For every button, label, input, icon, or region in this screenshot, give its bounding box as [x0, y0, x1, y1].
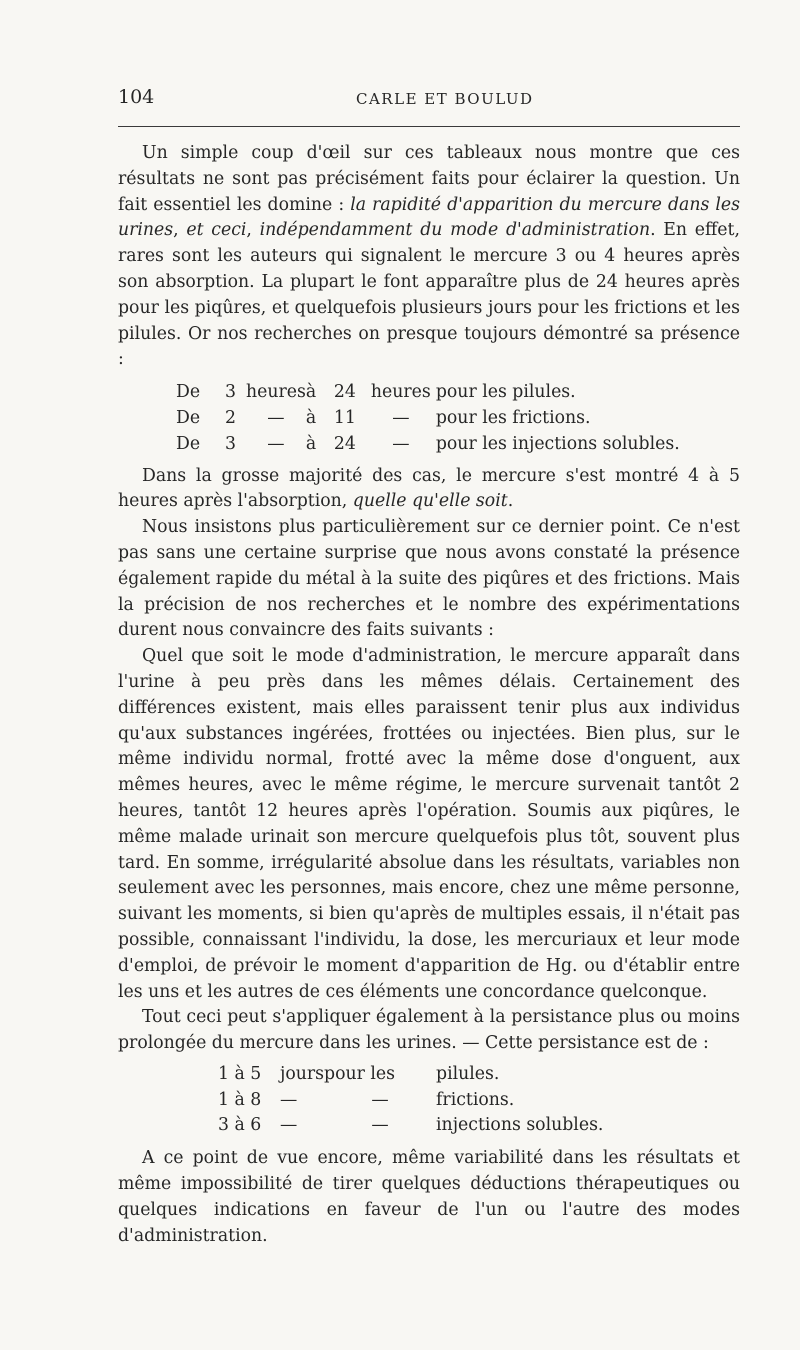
paragraph-2: [118, 464, 740, 516]
list-cell: —: [371, 1115, 389, 1136]
list-cell: 11: [333, 407, 356, 428]
paragraph-6: A ce point de vue encore, même variabilité dans les résultats et même impossibilité de tirer quelques déductions thérapeutiques ou quelques indications en faveur de l'un ou l'autre des modes d'administration.: [118, 1148, 740, 1246]
list-cell: —: [267, 407, 285, 428]
list-item: [218, 1088, 603, 1114]
text-run: . En effet, rares sont les auteurs qui signalent le mercure 3 ou 4 heures après son absorption. La plupart le font apparaître plus de 24 heures après pour les piqûres, et quelquefois plusieurs jours pour les frictions et les pilules. Or nos recherches on presque toujours démontré sa présence :: [118, 220, 740, 370]
text-run: Un simple coup d'œil sur ces tableaux nous montre que ces résultats ne sont pas précisément faits pour éclairer la question. Un fait essentiel les domine :: [118, 143, 740, 215]
emphasis: indépendamment du mode d'administration: [259, 220, 651, 241]
text-run: Dans la grosse majorité des cas, le mercure s'est montré 4 à 5 heures après l'absorption,: [118, 465, 740, 512]
list-cell: 1 à 8: [218, 1089, 262, 1110]
header-rule: [118, 126, 740, 127]
paragraph-1: [118, 141, 740, 373]
list-cell: 24: [333, 433, 356, 454]
emphasis: et ceci: [186, 220, 247, 241]
page-header: [118, 82, 740, 112]
emphasis: la rapidité d'apparition du mercure dans les urines: [118, 194, 740, 241]
list-cell: 1 à 5: [218, 1063, 262, 1084]
list-cell: 3 à 6: [218, 1115, 262, 1136]
list-cell: injections solubles.: [436, 1115, 604, 1136]
list-cell: à: [305, 407, 317, 428]
paragraph-5: Tout ceci peut s'appliquer également à la persistance plus ou moins prolongée du mercure dans les urines. — Cette persistance est de :: [118, 1007, 740, 1054]
list-item: [218, 1113, 603, 1139]
text-run: ,: [246, 220, 260, 241]
list-cell: pour les frictions.: [435, 407, 591, 428]
page-number: 104: [118, 86, 155, 108]
list-cell: —: [280, 1115, 298, 1136]
list-cell: De: [176, 382, 201, 403]
persistance-list: [218, 1062, 603, 1139]
list-cell: pour les: [324, 1063, 396, 1084]
list-cell: —: [280, 1089, 298, 1110]
list-cell: 2: [225, 407, 236, 428]
list-cell: —: [392, 407, 410, 428]
list-cell: De: [176, 433, 201, 454]
paragraph-4: Quel que soit le mode d'administration, le mercure apparaît dans l'urine à peu près dans les mêmes délais. Certainement des différences existent, mais elles paraissent tenir plus aux individus qu'aux substances ingérées, frottées ou injectées. Bien plus, sur le même individu normal, frotté avec la même dose d'onguent, aux mêmes heures, avec le même régime, le mercure survenait tantôt 2 heures, tantôt 12 heures après l'opération. Soumis aux piqûres, le même malade urinait son mercure quelquefois plus tôt, souvent plus tard. En somme, irrégularité absolue dans les résultats, variables non seulement avec les personnes, mais encore, chez une même personne, suivant les moments, si bien qu'après de multiples essais, il n'était pas possible, connaissant l'individu, la dose, les mercuriaux et leur mode d'emploi, de prévoir le moment d'apparition de Hg. ou d'établir entre les uns et les autres de ces éléments une concordance quelconque.: [118, 646, 740, 1002]
list-item: [176, 432, 680, 458]
list-cell: De: [176, 407, 201, 428]
emphasis: quelle qu'elle soit: [352, 491, 508, 512]
paragraph-3: Nous insistons plus particulièrement sur ce dernier point. Ce n'est pas sans une certaine surprise que nous avons constaté la présence également rapide du métal à la suite des piqûres et des frictions. Mais la précision de nos recherches et le nombre des expérimentations durent nous convaincre des faits suivants :: [118, 517, 740, 641]
list-item: [176, 380, 680, 406]
list-cell: heures: [370, 382, 431, 403]
list-cell: 24: [333, 382, 356, 403]
list-item: [176, 406, 680, 432]
list-cell: heures: [246, 382, 306, 403]
list-cell: à: [305, 382, 317, 403]
list-cell: —: [392, 433, 410, 454]
text-run: .: [507, 491, 514, 512]
body-text: [118, 141, 740, 1249]
running-title: CARLE ET BOULUD: [356, 90, 534, 108]
list-cell: pilules.: [436, 1063, 500, 1084]
list-cell: —: [267, 433, 285, 454]
list-cell: 3: [225, 433, 236, 454]
list-item: [218, 1062, 603, 1088]
list-cell: à: [305, 433, 317, 454]
list-cell: jours: [280, 1063, 325, 1084]
apparition-list: [176, 380, 680, 457]
list-cell: pour les injections solubles.: [435, 433, 680, 454]
list-cell: frictions.: [436, 1089, 515, 1110]
list-cell: 3: [225, 382, 236, 403]
list-cell: pour les pilules.: [435, 382, 576, 403]
list-cell: —: [371, 1089, 389, 1110]
text-run: ,: [173, 220, 187, 241]
